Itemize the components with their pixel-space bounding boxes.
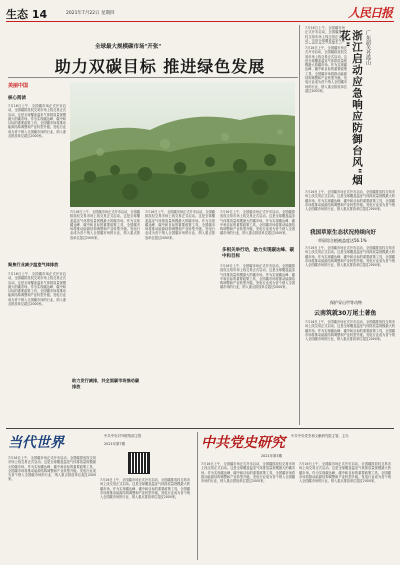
ad-right-sub: 中共中央党史和文献研究院主管、主办 xyxy=(291,434,349,438)
page-header xyxy=(6,4,394,22)
ad-right-contents-2: 7月16日上午，全国碳市场正式开市启动，全国碳排放权交易市场上线交易正式启动。这是全球覆盖温室气体排放量规模最大的碳市场。作为实现碳达峰、碳中和目标的重要政策工具，全国碳市场将推动能源结构调整和产业转型升级。发电行业成为首个纳入全国碳市场的行业，纳入重点排放单位超过2000家。 xyxy=(299,462,391,484)
main-kicker: 全球最大规模碳市场"开张" xyxy=(95,44,162,50)
issue-date: 2021年7月22日 星期四 xyxy=(66,11,115,16)
right-body-2: 7月16日上午，全国碳市场正式开市启动，全国碳排放权交易市场上线交易正式启动。这是全球覆盖温室气体排放量规模最大的碳市场。作为实现碳达峰、碳中和目标的重要政策工具，全国碳市场将推动能源结构调整和产业转型升级。发电行业成为首个纳入全国碳市场的行业，纳入重点排放单位超过2000家。 xyxy=(305,190,395,212)
qr-code-icon xyxy=(128,452,150,474)
right-sub-2-kicker: 保护穿山甲等动物 xyxy=(330,300,362,305)
ad-left-title: 当代世界 xyxy=(8,435,64,451)
ad-left-contents: 7月16日上午，全国碳市场正式开市启动，全国碳排放权交易市场上线交易正式启动。这是全球覆盖温室气体排放量规模最大的碳市场。作为实现碳达峰、碳中和目标的重要政策工具，全国碳市场将推动能源结构调整和产业转型升级。发电行业成为首个纳入全国碳市场的行业，纳入重点排放单位超过2000家。 xyxy=(8,456,96,482)
ad-right-issue: 2021年第3期 xyxy=(261,454,282,458)
body-col-3: 7月16日上午，全国碳市场正式开市启动，全国碳排放权交易市场上线交易正式启动。这是全球覆盖温室气体排放量规模最大的碳市场。作为实现碳达峰、碳中和目标的重要政策工具，全国碳市场将推动能源结构调整和产业转型升级。发电行业成为首个纳入全国碳市场的行业，纳入重点排放单位超过2000家。 xyxy=(145,210,215,240)
headline-rule xyxy=(8,77,298,78)
ad-right xyxy=(201,432,393,560)
ad-divider xyxy=(6,428,394,429)
body-col-2: 7月16日上午，全国碳市场正式开市启动，全国碳排放权交易市场上线交易正式启动。这是全球覆盖温室气体排放量规模最大的碳市场。作为实现碳达峰、碳中和目标的重要政策工具，全国碳市场将推动能源结构调整和产业转型升级。发电行业成为首个纳入全国碳市场的行业，纳入重点排放单位超过2000家。 xyxy=(70,210,140,240)
right-body-3: 7月16日上午，全国碳市场正式开市启动，全国碳排放权交易市场上线交易正式启动。这是全球覆盖温室气体排放量规模最大的碳市场。作为实现碳达峰、碳中和目标的重要政策工具，全国碳市场将推动能源结构调整和产业转型升级。发电行业成为首个纳入全国碳市场的行业，纳入重点排放单位超过2000家。 xyxy=(305,246,395,268)
column-divider xyxy=(299,25,300,425)
right-body-4: 7月16日上午，全国碳市场正式开市启动，全国碳排放权交易市场上线交易正式启动。这是全球覆盖温室气体排放量规模最大的碳市场。作为实现碳达峰、碳中和目标的重要政策工具，全国碳市场将推动能源结构调整和产业转型升级。发电行业成为首个纳入全国碳市场的行业，纳入重点排放单位超过2000家。 xyxy=(305,320,395,342)
ad-column-divider xyxy=(197,432,198,560)
right-headline: 浙江启动应急响应防御台风"烟花" xyxy=(339,30,363,186)
ad-left-issue: 2021年第7期 xyxy=(104,442,125,446)
body-col-4a: 7月16日上午，全国碳市场正式开市启动，全国碳排放权交易市场上线交易正式启动。这是全球覆盖温室气体排放量规模最大的碳市场。作为实现碳达峰、碳中和目标的重要政策工具，全国碳市场将推动能源结构调整和产业转型升级。发电行业成为首个纳入全国碳市场的行业，纳入重点排放单位超过2000家。 xyxy=(220,210,295,236)
ad-right-title: 中共党史研究 xyxy=(201,435,285,451)
body-col-1: 7月16日上午，全国碳市场正式开市启动，全国碳排放权交易市场上线交易正式启动。这是全球覆盖温室气体排放量规模最大的碳市场。作为实现碳达峰、碳中和目标的重要政策工具，全国碳市场将推动能源结构调整和产业转型升级。发电行业成为首个纳入全国碳市场的行业，纳入重点排放单位超过2000家。 xyxy=(8,272,66,307)
right-sub-1: 我国草原生态状况持续向好 xyxy=(310,230,377,236)
newspaper-logo: 人民日报 xyxy=(347,6,392,20)
right-sub-1-kicker: 草原综合植被盖度达56.1% xyxy=(318,238,367,243)
right-sub-2: 云南筑就30万尾土著鱼 xyxy=(314,310,377,317)
ad-right-contents: 7月16日上午，全国碳市场正式开市启动，全国碳排放权交易市场上线交易正式启动。这是全球覆盖温室气体排放量规模最大的碳市场。作为实现碳达峰、碳中和目标的重要政策工具，全国碳市场将推动能源结构调整和产业转型升级。发电行业成为首个纳入全国碳市场的行业，纳入重点排放单位超过2000家。 xyxy=(201,462,295,484)
right-top-text: 7月16日上午，全国碳市场正式开市启动，全国碳排放权交易市场上线交易正式启动。这是全球覆盖温室气体 xyxy=(305,26,345,43)
section-label: 生态 14 xyxy=(6,8,48,21)
subhead-2: 多相关举行动，助力实现碳达峰、碳中和目标 xyxy=(222,248,294,259)
forest-photo xyxy=(70,82,295,207)
subhead-1: 聚焦行业减少温室气体排放 xyxy=(8,262,59,267)
column-tag: 美丽中国 xyxy=(8,83,29,89)
right-kicker: 广东韶关丹霞山 xyxy=(365,30,371,65)
right-body-1: 7月16日上午，全国碳市场正式开市启动，全国碳排放权交易市场上线交易正式启动。这是全球覆盖温室气体排放量规模最大的碳市场。作为实现碳达峰、碳中和目标的重要政策工具，全国碳市场将推动能源结构调整和产业转型升级。发电行业成为首个纳入全国碳市场的行业，纳入重点排放单位超过2000家。 xyxy=(305,46,347,93)
main-headline: 助力双碳目标 推进绿色发展 xyxy=(54,57,266,76)
ad-left-sub: 中共中央对外联络部主管 xyxy=(104,434,142,438)
core-reading-label: 核心阅读 xyxy=(8,96,26,101)
subhead-3: 助力发行减排，共全面碳市场推动碳排放 xyxy=(72,378,140,389)
core-reading-text: 7月16日上午，全国碳市场正式开市启动，全国碳排放权交易市场上线交易正式启动。这是全球覆盖温室气体排放量规模最大的碳市场。作为实现碳达峰、碳中和目标的重要政策工具，全国碳市场将推动能源结构调整和产业转型升级。发电行业成为首个纳入全国碳市场的行业，纳入重点排放单位超过2000家。 xyxy=(8,104,66,139)
ad-left xyxy=(8,432,193,560)
ad-left-contents-2: 7月16日上午，全国碳市场正式开市启动，全国碳排放权交易市场上线交易正式启动。这是全球覆盖温室气体排放量规模最大的碳市场。作为实现碳达峰、碳中和目标的重要政策工具，全国碳市场将推动能源结构调整和产业转型升级。发电行业成为首个纳入全国碳市场的行业，纳入重点排放单位超过2000家。 xyxy=(100,478,190,500)
body-col-4b: 7月16日上午，全国碳市场正式开市启动，全国碳排放权交易市场上线交易正式启动。这是全球覆盖温室气体排放量规模最大的碳市场。作为实现碳达峰、碳中和目标的重要政策工具，全国碳市场将推动能源结构调整和产业转型升级。发电行业成为首个纳入全国碳市场的行业，纳入重点排放单位超过2000家。 xyxy=(220,264,295,290)
